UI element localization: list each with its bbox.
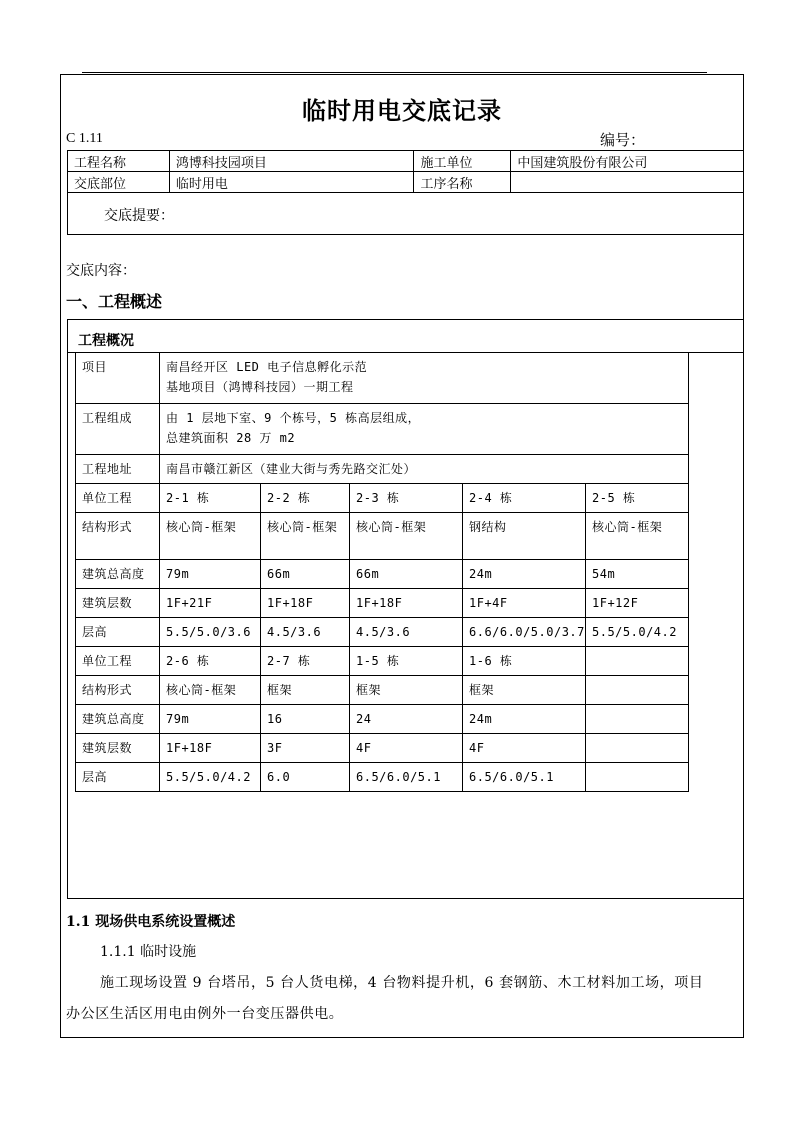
row-label: 结构形式 [76,513,160,560]
process-label: 工序名称 [414,172,511,193]
table-cell: 1F+18F [350,589,463,618]
table-cell [586,734,689,763]
document-title: 临时用电交底记录 [302,96,502,125]
table-cell: 2-5 栋 [586,484,689,513]
header-row [68,151,744,172]
table-row [76,647,689,676]
table-cell: 66m [350,560,463,589]
table-cell: 框架 [350,676,463,705]
composition-line-1: 由 1 层地下室、9 个栋号，5 栋高层组成， [166,411,421,425]
project-name-label: 工程名称 [68,151,170,172]
table-row [76,455,689,484]
table-cell: 6.6/6.0/5.0/3.7 [463,618,586,647]
table-cell: 2-2 栋 [261,484,350,513]
table-cell: 4.5/3.6 [350,618,463,647]
item-line-1: 南昌经开区 LED 电子信息孵化示范 [166,360,368,374]
contractor-value: 中国建筑股份有限公司 [511,151,744,172]
table-cell: 6.5/6.0/5.1 [350,763,463,792]
table-cell: 核心筒-框架 [160,513,261,560]
table-row [76,560,689,589]
item-line-2: 基地项目（鸿博科技园）一期工程 [166,380,354,394]
table-cell: 24m [463,560,586,589]
part-value: 临时用电 [169,172,414,193]
table-cell: 1-6 栋 [463,647,586,676]
table-cell: 4F [463,734,586,763]
overview-title: 工程概况 [78,333,134,349]
table-cell: 1F+21F [160,589,261,618]
table-cell: 1-5 栋 [350,647,463,676]
table-cell: 66m [261,560,350,589]
table-row [76,734,689,763]
header-row [68,172,744,193]
table-cell [586,647,689,676]
table-cell: 核心筒-框架 [350,513,463,560]
composition-value [160,404,689,455]
table-cell: 6.0 [261,763,350,792]
memo-box [67,193,744,235]
process-value [511,172,744,193]
table-row [76,513,689,560]
table-cell: 5.5/5.0/4.2 [586,618,689,647]
table-cell [586,705,689,734]
part-label: 交底部位 [68,172,170,193]
table-row [76,705,689,734]
table-cell [586,763,689,792]
table-cell: 1F+12F [586,589,689,618]
row-label: 层高 [76,763,160,792]
table-cell: 2-4 栋 [463,484,586,513]
table-cell: 6.5/6.0/5.1 [463,763,586,792]
table-cell: 2-7 栋 [261,647,350,676]
item-value [160,353,689,404]
table-row [76,676,689,705]
table-cell: 1F+18F [261,589,350,618]
table-row [76,589,689,618]
table-cell: 1F+4F [463,589,586,618]
paragraph-line-2: 办公区生活区用电由例外一台变压器供电。 [66,1006,344,1022]
table-cell: 2-6 栋 [160,647,261,676]
table-cell: 24 [350,705,463,734]
table-cell [586,676,689,705]
table-cell: 79m [160,560,261,589]
top-rule [82,72,707,73]
address-label: 工程地址 [76,455,160,484]
row-label: 建筑总高度 [76,560,160,589]
table-cell: 1F+18F [160,734,261,763]
table-cell: 24m [463,705,586,734]
table-cell: 5.5/5.0/3.6 [160,618,261,647]
table-row [76,763,689,792]
table-cell: 16 [261,705,350,734]
composition-label: 工程组成 [76,404,160,455]
table-row [76,484,689,513]
composition-line-2: 总建筑面积 28 万 m2 [166,431,296,445]
subsubsection-heading: 1.1.1 临时设施 [100,944,197,960]
table-row [76,618,689,647]
table-cell: 框架 [261,676,350,705]
row-label: 建筑总高度 [76,705,160,734]
table-cell: 3F [261,734,350,763]
row-label: 结构形式 [76,676,160,705]
overview-table [75,352,689,792]
table-cell: 4.5/3.6 [261,618,350,647]
table-cell: 核心筒-框架 [160,676,261,705]
form-code: C 1.11 [66,131,103,146]
table-cell: 54m [586,560,689,589]
table-row [76,353,689,404]
item-label: 项目 [76,353,160,404]
table-cell: 2-1 栋 [160,484,261,513]
table-cell: 核心筒-框架 [261,513,350,560]
row-label: 建筑层数 [76,589,160,618]
project-name-value: 鸿博科技园项目 [169,151,414,172]
subsection-heading: 1.1 现场供电系统设置概述 [66,914,236,930]
header-table [67,150,744,193]
section-heading: 一、工程概述 [66,292,163,311]
table-row [76,404,689,455]
table-cell: 4F [350,734,463,763]
row-label: 层高 [76,618,160,647]
contractor-label: 施工单位 [414,151,511,172]
row-label: 单位工程 [76,647,160,676]
table-cell: 79m [160,705,261,734]
row-label: 单位工程 [76,484,160,513]
table-cell: 钢结构 [463,513,586,560]
table-cell: 核心筒-框架 [586,513,689,560]
content-label: 交底内容： [66,263,136,279]
serial-number-label: 编号： [600,131,646,149]
table-cell: 框架 [463,676,586,705]
table-cell: 5.5/5.0/4.2 [160,763,261,792]
table-cell: 2-3 栋 [350,484,463,513]
address-value: 南昌市赣江新区（建业大街与秀先路交汇处） [160,455,689,484]
paragraph-line-1: 施工现场设置 9 台塔吊，5 台人货电梯，4 台物料提升机，6 套钢筋、木工材料加工场，项目 [100,975,704,991]
row-label: 建筑层数 [76,734,160,763]
memo-label: 交底提要： [104,208,174,224]
